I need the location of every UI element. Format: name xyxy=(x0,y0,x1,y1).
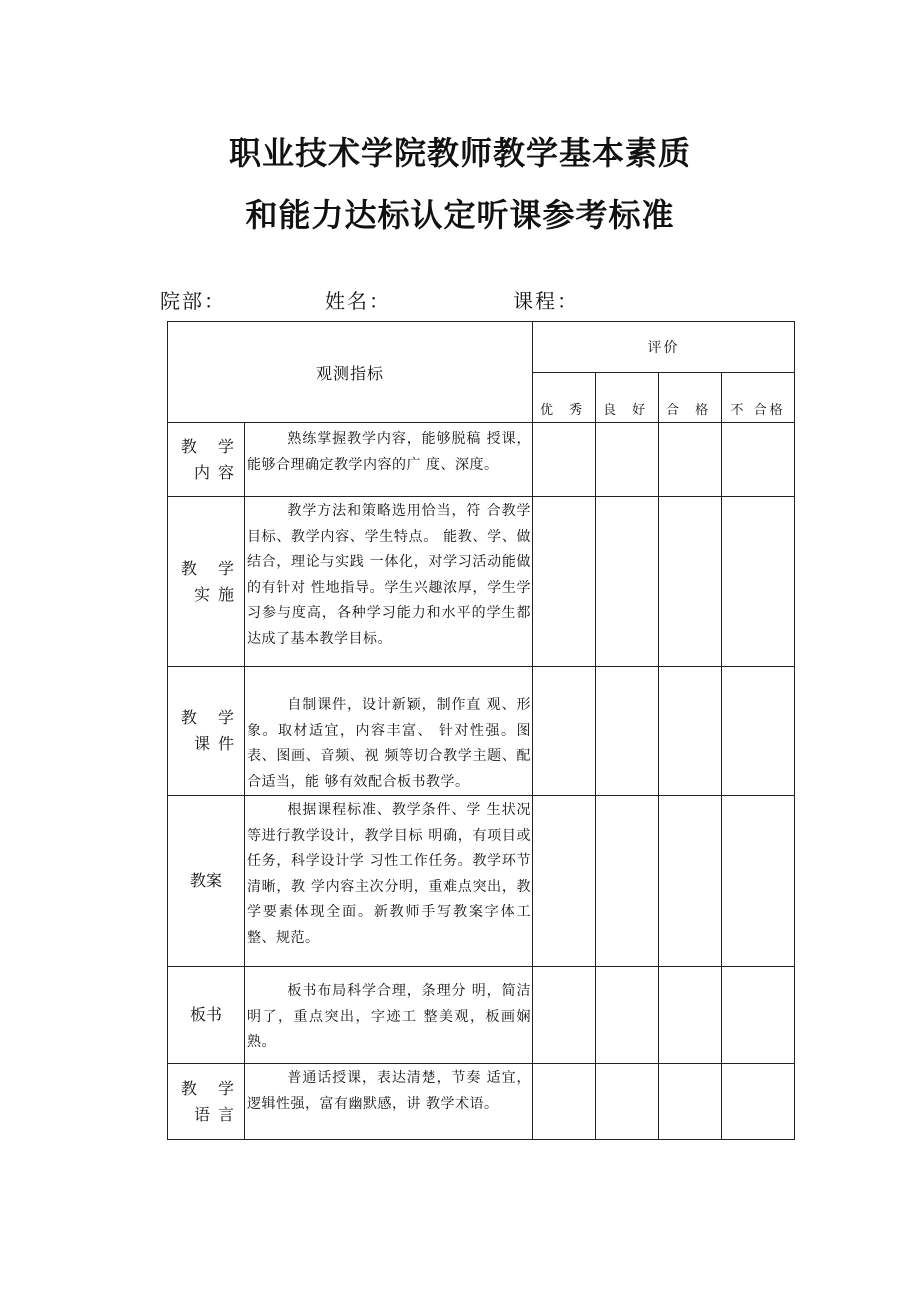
category-cell: 教案 xyxy=(168,796,245,967)
rating-cell[interactable] xyxy=(659,667,722,796)
rating-cell[interactable] xyxy=(659,423,722,497)
category-cell: 板书 xyxy=(168,967,245,1064)
rating-cell[interactable] xyxy=(659,796,722,967)
rating-cell[interactable] xyxy=(533,497,596,667)
rating-cell[interactable] xyxy=(533,796,596,967)
rating-cell[interactable] xyxy=(722,423,795,497)
evaluation-header: 评价 xyxy=(533,322,795,373)
rating-cell[interactable] xyxy=(596,967,659,1064)
indicator-header: 观测指标 xyxy=(168,322,533,423)
grade-pass-header: 合 格 xyxy=(659,373,722,423)
category-cell: 教 学语言 xyxy=(168,1064,245,1140)
category-cell: 教 学内容 xyxy=(168,423,245,497)
rating-cell[interactable] xyxy=(533,967,596,1064)
description-text: 熟练掌握教学内容，能够脱稿 授课，能够合理确定教学内容的广 度、深度。 xyxy=(247,431,532,473)
page-title-line-2: 和能力达标认定听课参考标准 xyxy=(245,196,675,234)
table-row xyxy=(168,423,795,497)
description-cell xyxy=(245,796,533,967)
rating-cell[interactable] xyxy=(659,1064,722,1140)
evaluation-table xyxy=(167,321,795,1140)
rating-cell[interactable] xyxy=(596,1064,659,1140)
description-text: 板书布局科学合理，条理分 明，简洁明了，重点突出，字迹工 整美观，板画娴熟。 xyxy=(247,983,532,1050)
grade-excellent-header: 优 秀 xyxy=(533,373,596,423)
description-text: 教学方法和策略选用恰当，符 合教学目标、教学内容、学生特点。 能教、学、做结合，理论与实践 一体化，对学习活动能做的有针对 性地指导。学生兴趣浓厚，学生学 习参与度高，各种学习能力和水平的学生都达成了基本教学目标。 xyxy=(247,503,532,647)
rating-cell[interactable] xyxy=(533,667,596,796)
table-row xyxy=(168,497,795,667)
description-cell xyxy=(245,1064,533,1140)
grade-fail-header: 不 合格 xyxy=(722,373,795,423)
rating-cell[interactable] xyxy=(722,497,795,667)
description-cell xyxy=(245,423,533,497)
rating-cell[interactable] xyxy=(722,667,795,796)
description-cell xyxy=(245,497,533,667)
rating-cell[interactable] xyxy=(596,796,659,967)
description-text: 自制课件，设计新颖，制作直 观、形象。取材适宜，内容丰富、 针对性强。图表、图画、音频、视 频等切合教学主题、配合适当，能 够有效配合板书教学。 xyxy=(247,697,532,790)
rating-cell[interactable] xyxy=(722,967,795,1064)
description-cell xyxy=(245,667,533,796)
table-row xyxy=(168,1064,795,1140)
description-text: 普通话授课，表达清楚，节奏 适宜，逻辑性强，富有幽默感，讲 教学术语。 xyxy=(247,1070,532,1112)
rating-cell[interactable] xyxy=(596,667,659,796)
rating-cell[interactable] xyxy=(659,497,722,667)
description-text: 根据课程标准、教学条件、学 生状况等进行教学设计，教学目标 明确，有项目或任务，科学设计学 习性工作任务。教学环节清晰，教 学内容主次分明，重难点突出，教 学要素体现全面。新教师手写教案字体工整、规范。 xyxy=(247,802,532,946)
rating-cell[interactable] xyxy=(722,796,795,967)
table-row xyxy=(168,796,795,967)
rating-cell[interactable] xyxy=(596,423,659,497)
table-row xyxy=(168,967,795,1064)
category-cell: 教 学课件 xyxy=(168,667,245,796)
grade-good-header: 良 好 xyxy=(596,373,659,423)
description-cell xyxy=(245,967,533,1064)
rating-cell[interactable] xyxy=(596,497,659,667)
rating-cell[interactable] xyxy=(533,1064,596,1140)
course-label: 课程： xyxy=(513,289,579,313)
rating-cell[interactable] xyxy=(533,423,596,497)
name-label: 姓名： xyxy=(325,289,391,313)
rating-cell[interactable] xyxy=(659,967,722,1064)
page-title-line-1: 职业技术学院教师教学基本素质 xyxy=(228,134,691,172)
table-row xyxy=(168,667,795,796)
department-label: 院部： xyxy=(160,289,226,313)
category-cell: 教 学实施 xyxy=(168,497,245,667)
rating-cell[interactable] xyxy=(722,1064,795,1140)
